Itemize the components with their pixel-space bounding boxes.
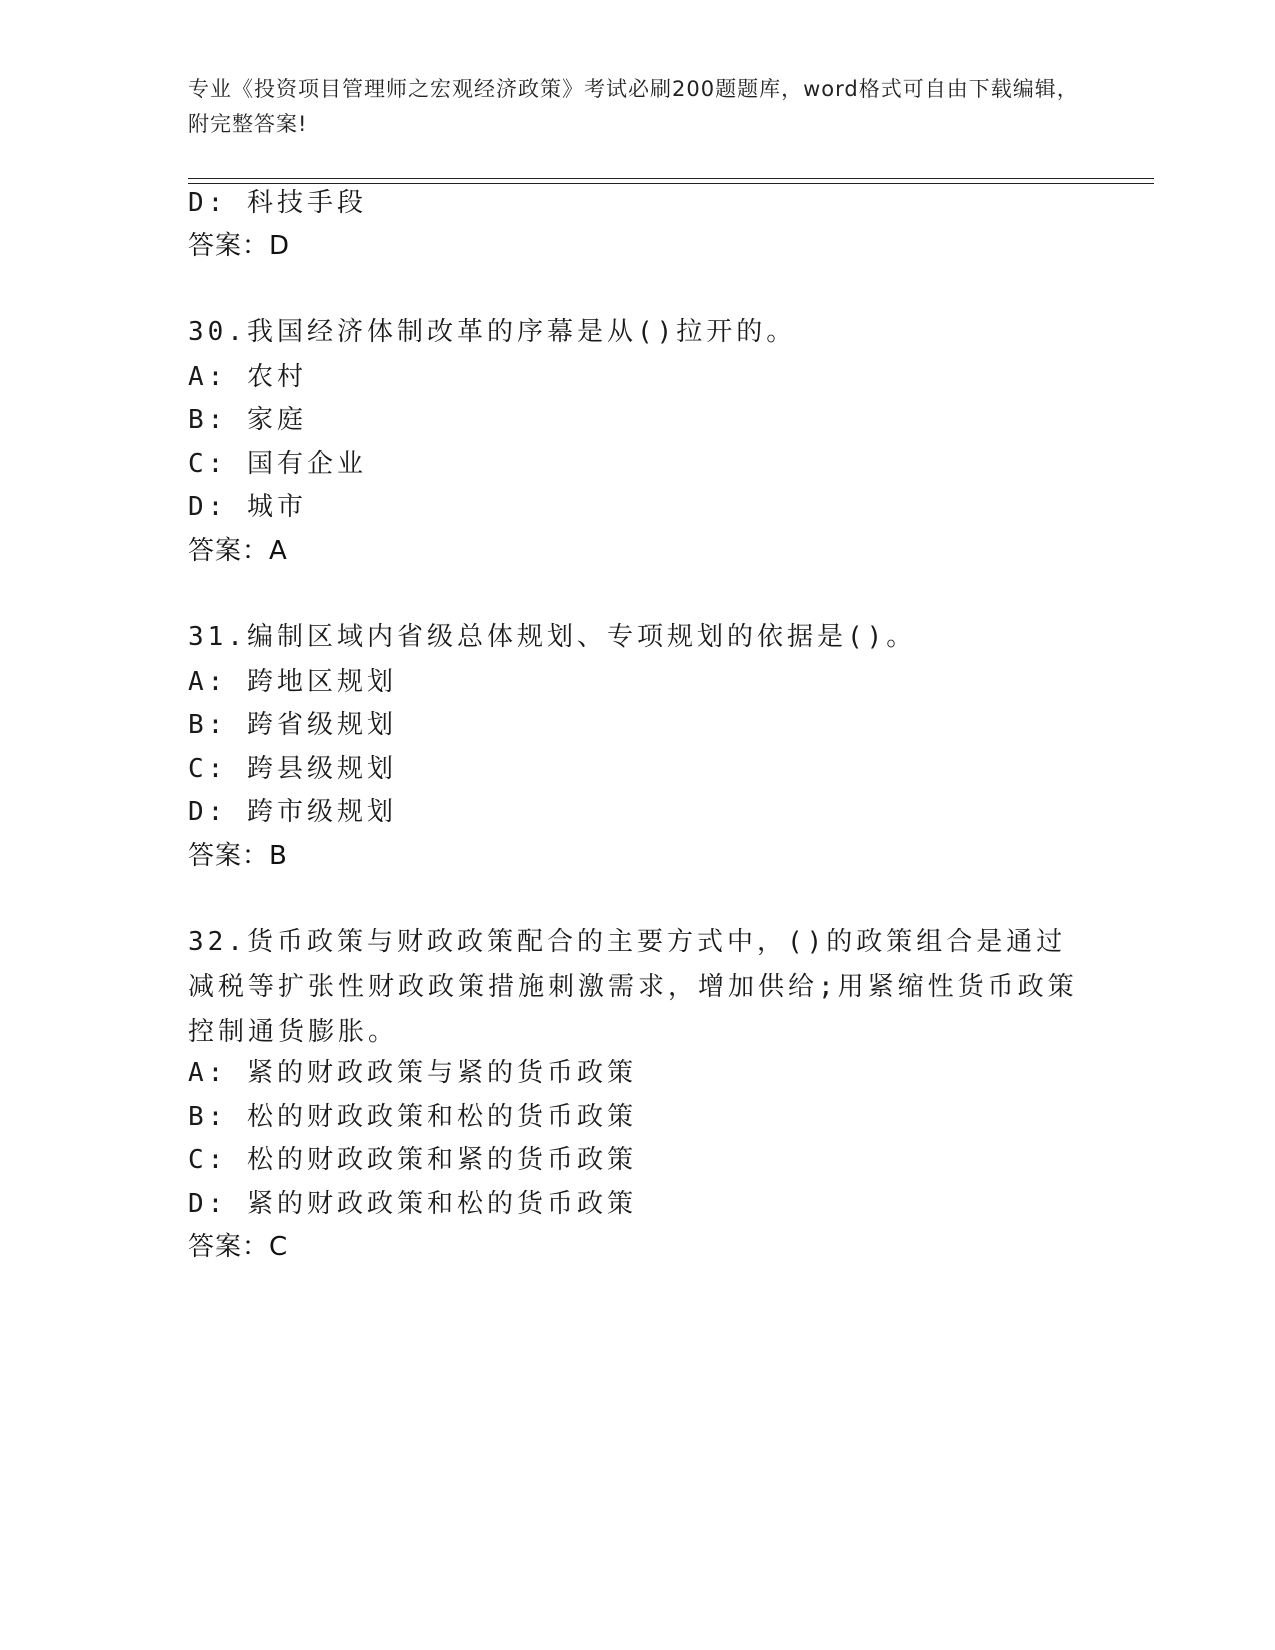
question-stem: 30.我国经济体制改革的序幕是从()拉开的。 [188,317,797,347]
option-b: B: 跨省级规划 [188,710,397,740]
question-stem: 32.货币政策与财政政策配合的主要方式中，()的政策组合是通过减税等扩张性财政政策措施刺激需求，增加供给;用紧缩性货币政策控制通货膨胀。 [188,927,1078,1047]
option-a: A: 农村 [188,362,307,392]
header-divider-top [188,178,1154,179]
option-d: D: 紧的财政政策和松的货币政策 [188,1189,637,1219]
option-c: C: 松的财政政策和紧的货币政策 [188,1145,637,1175]
option-a: A: 跨地区规划 [188,667,397,697]
document-header: 专业《投资项目管理师之宏观经济政策》考试必刷200题题库，word格式可自由下载编辑，附完整答案! [188,77,1079,136]
header-divider-bottom [188,183,1154,184]
answer-line: 答案：A [188,536,288,566]
option-b: B: 松的财政政策和松的货币政策 [188,1102,637,1132]
option-a: A: 紧的财政政策与紧的货币政策 [188,1058,637,1088]
answer-line: 答案：D [188,231,291,261]
option-d: D: 科技手段 [188,188,367,218]
option-c: C: 跨县级规划 [188,754,397,784]
option-c: C: 国有企业 [188,449,367,479]
option-d: D: 跨市级规划 [188,797,397,827]
answer-line: 答案：B [188,841,288,871]
answer-line: 答案：C [188,1232,289,1262]
option-b: B: 家庭 [188,405,307,435]
question-stem: 31.编制区域内省级总体规划、专项规划的依据是()。 [188,622,917,652]
option-d: D: 城市 [188,492,307,522]
